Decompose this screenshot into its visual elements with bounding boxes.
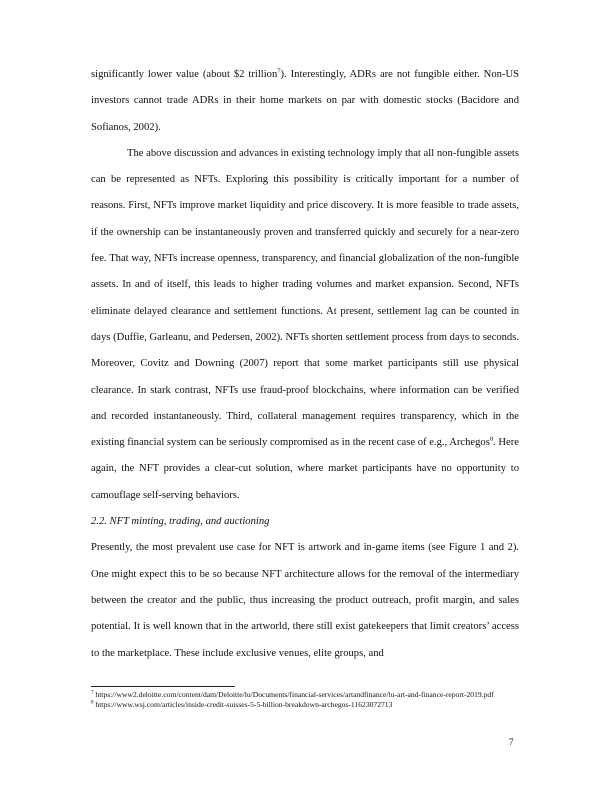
footnote-ref-8: 8: [489, 435, 494, 443]
footnote-7-link[interactable]: https://www2.deloitte.com/content/dam/Deloitte/lu/Documents/financial-services/artandfinance/lu-art-and-finance-report-2019.pdf: [93, 690, 494, 699]
section-heading: 2.2. NFT minting, trading, and auctioning: [91, 516, 270, 528]
footnote-7: [91, 690, 521, 700]
footnote-divider: [91, 686, 235, 687]
paragraph-2-text-a: The above discussion and advances in existing technology imply that all non-fungible assets can be represented as NFTs. Exploring this possibility is critically important for a number of reasons. First, NFTs improve market liquidity and price discovery. It is more feasible to trade assets, if the ownership can be instantaneously proven and transferred quickly and securely for a near-zero fee. That way, NFTs increase openness, transparency, and financial globalization of the non-fungible assets. In and of itself, this leads to higher trading volumes and market expansion. Second, NFTs eliminate delayed clearance and settlement functions. At present, settlement lag can be counted in days (Duffie, Garleanu, and Pedersen, 2002). NFTs shorten settlement process from days to seconds. Moreover, Covitz and Downing (2007) report that some market participants still use physical clearance. In stark contrast, NFTs use fraud-proof blockchains, where information can be verified and recorded instantaneously. Third, collateral management requires transparency, which in the existing financial system can be seriously compromised as in the recent case of e.g., Archegos: [91, 147, 519, 449]
footnote-ref-7: 7: [277, 67, 281, 75]
paragraph-2-text-b: . Here again, the NFT provides a clear-cut solution, where market participants have no opportunity to camouflage self-serving behaviors.: [91, 437, 519, 501]
footnote-8: [91, 700, 521, 710]
footnotes: [91, 690, 521, 709]
paragraph-2: [91, 141, 519, 509]
paragraph-1: [91, 62, 519, 141]
footnote-7-marker: 7: [91, 690, 94, 696]
footnote-8-marker: 8: [91, 700, 94, 706]
paragraph-1-text-a: significantly lower value (about $2 trillion: [91, 69, 278, 80]
body-text: [91, 62, 519, 667]
footnote-8-link[interactable]: https://www.wsj.com/articles/inside-credit-suisses-5-5-billion-breakdown-archegos-11623072713: [93, 699, 393, 709]
page-number: 7: [509, 737, 514, 747]
paragraph-1-text-b: ). Interestingly, ADRs are not fungible either. Non-US investors cannot trade ADRs in their home markets on par with domestic stocks (Bacidore and Sofianos, 2002).: [91, 69, 520, 133]
paragraph-3: Presently, the most prevalent use case for NFT is artwork and in-game items (see Figure 1 and 2). One might expect this to be so because NFT architecture allows for the removal of the intermediary between the creator and the public, thus increasing the product outreach, profit margin, and sales potential. It is well known that in the artworld, there still exist gatekeepers that limit creators’ access to the marketplace. These include exclusive venues, elite groups, and: [91, 542, 519, 659]
